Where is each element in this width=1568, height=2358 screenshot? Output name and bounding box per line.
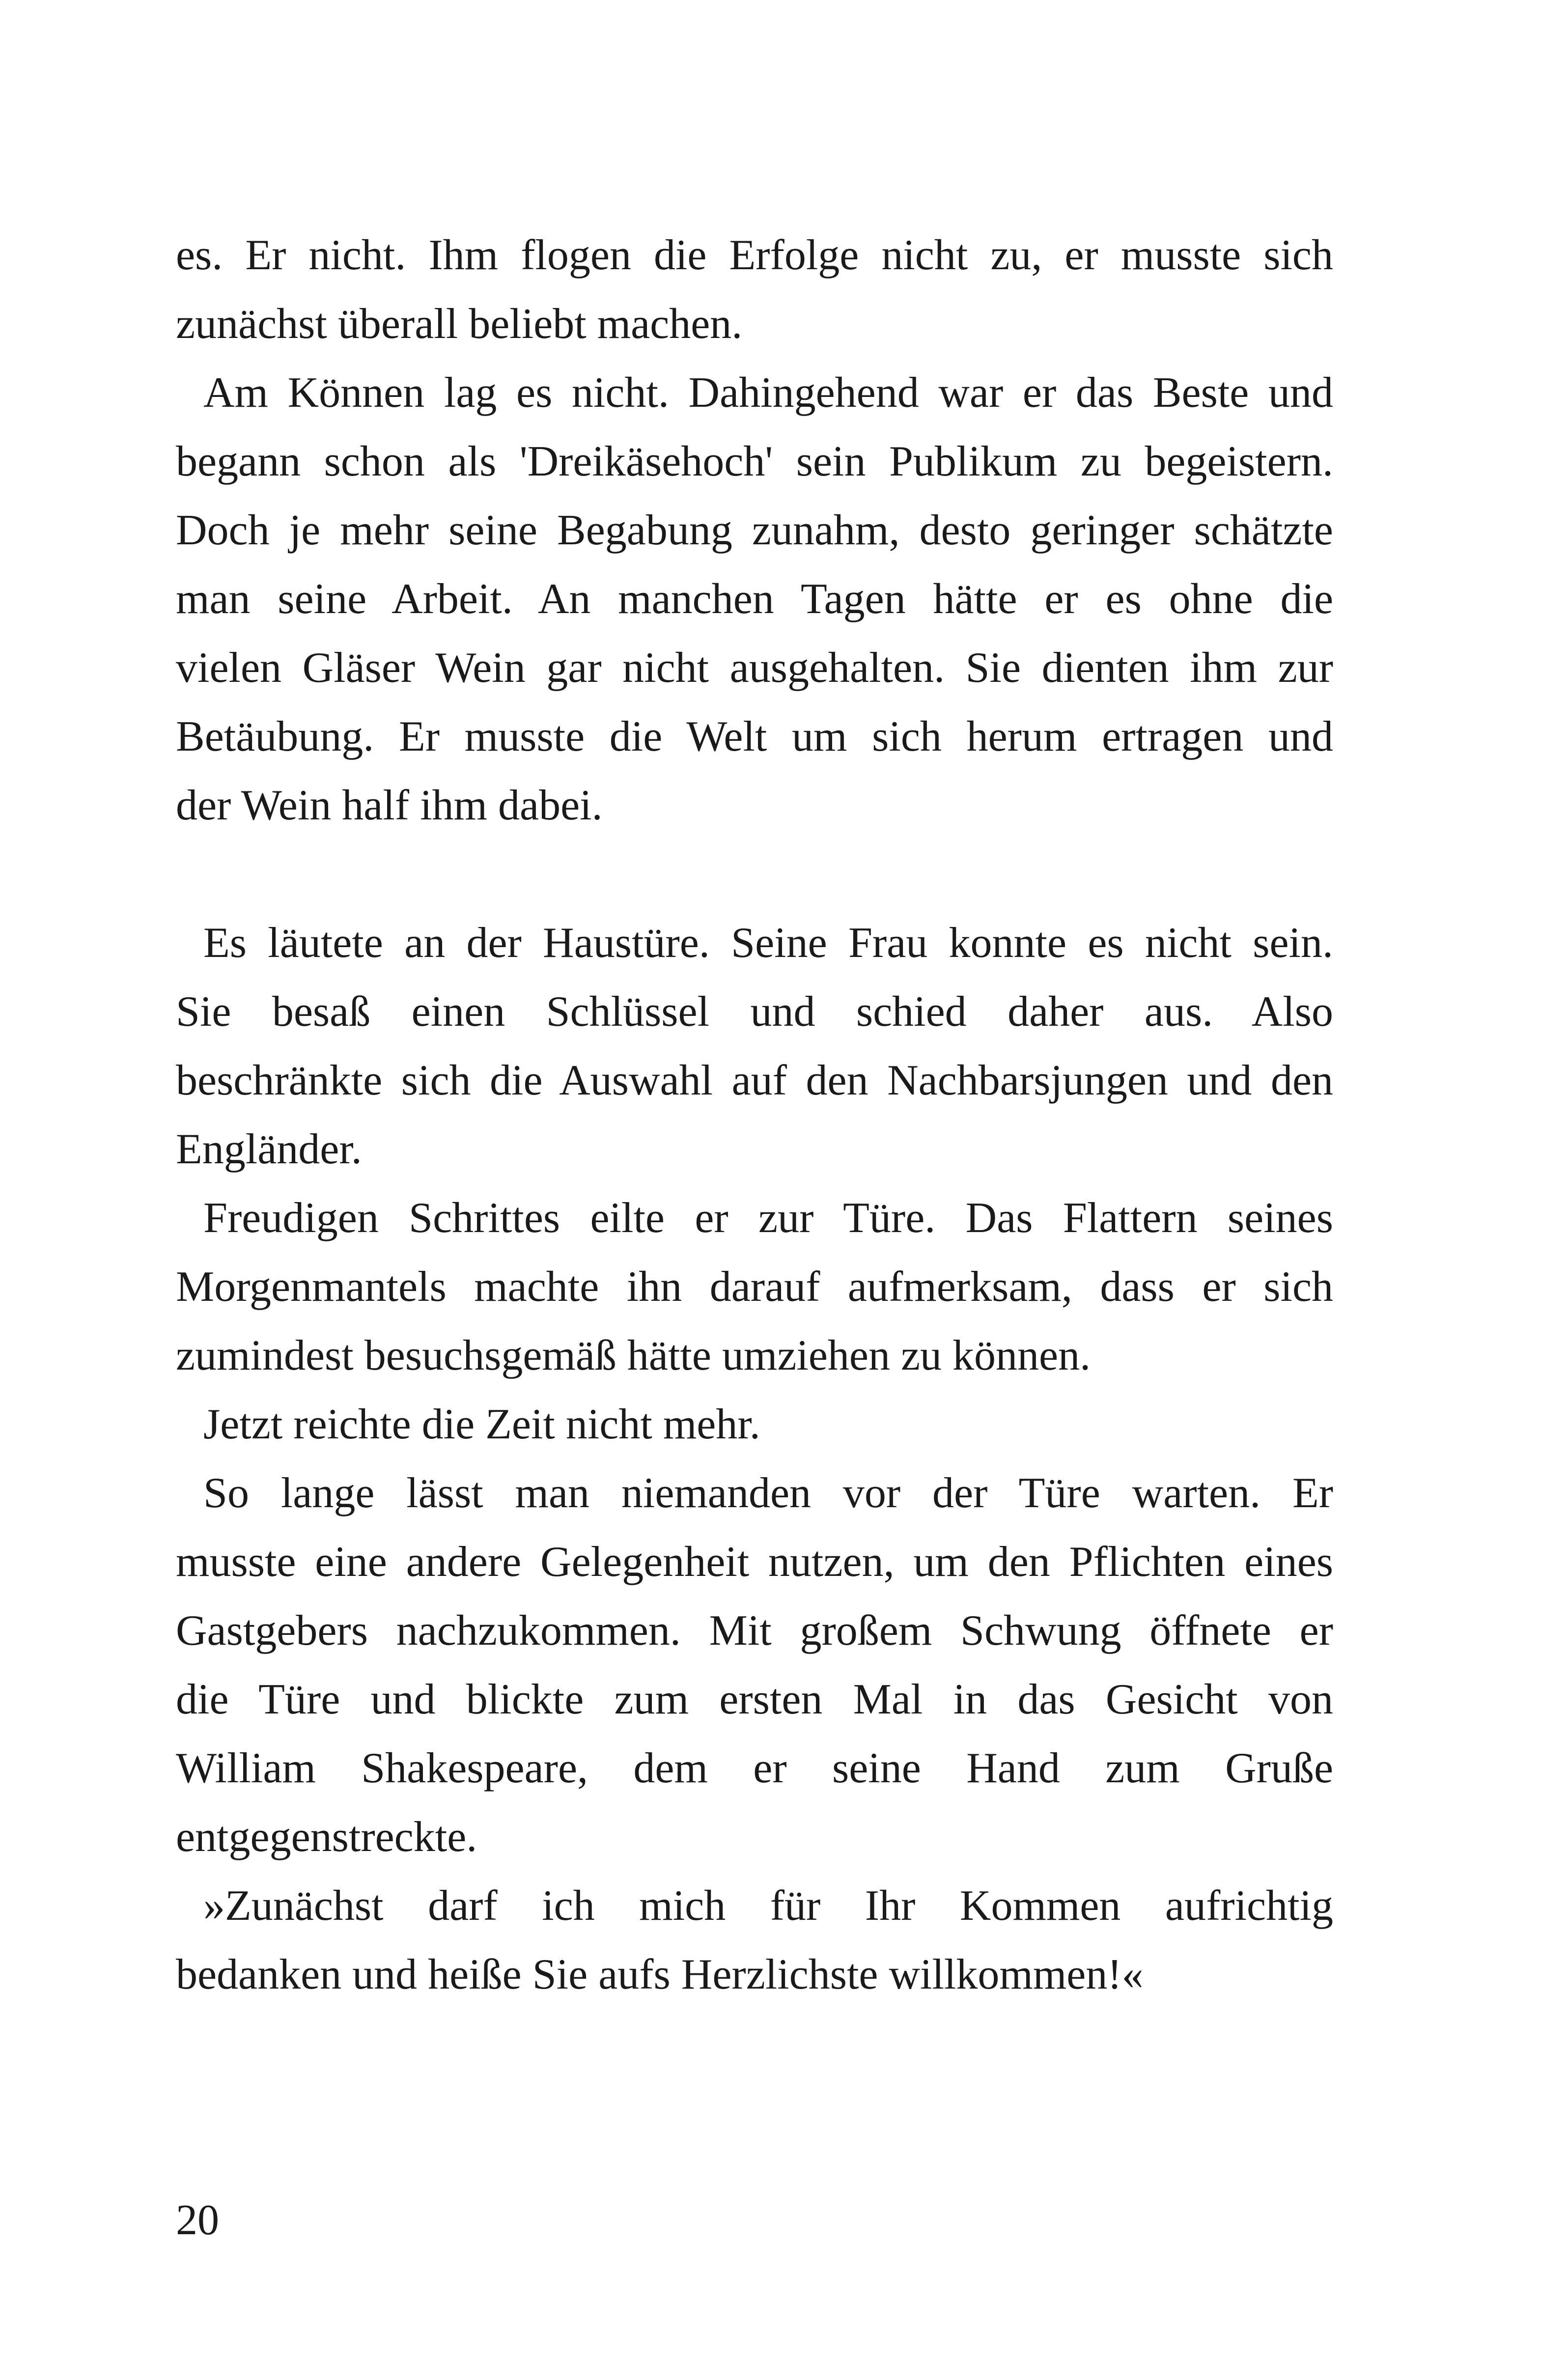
body-text xyxy=(176,221,1333,2009)
text-line: beschränkte sich die Auswahl auf den Nachbarsjungen und den xyxy=(176,1057,1333,1104)
text-line: Es läutete an der Haustüre. Seine Frau konnte es nicht sein. xyxy=(203,919,1333,967)
text-line: Morgenmantels machte ihn darauf aufmerksam, dass er sich xyxy=(176,1263,1333,1311)
text-line: Gastgebers nachzukommen. Mit großem Schwung öffnete er xyxy=(176,1607,1333,1655)
text-line: der Wein half ihm dabei. xyxy=(176,782,603,829)
text-line: man seine Arbeit. An manchen Tagen hätte er es ohne die xyxy=(176,575,1333,623)
text-line: Am Können lag es nicht. Dahingehend war er das Beste und xyxy=(203,369,1333,417)
text-line: Doch je mehr seine Begabung zunahm, desto geringer schätzte xyxy=(176,506,1333,554)
text-line: begann schon als 'Dreikäsehoch' sein Publikum zu begeistern. xyxy=(176,438,1333,485)
page-number: 20 xyxy=(176,2196,219,2244)
text-line: musste eine andere Gelegenheit nutzen, um den Pflichten eines xyxy=(176,1538,1333,1586)
text-line: vielen Gläser Wein gar nicht ausgehalten. Sie dienten ihm zur xyxy=(176,644,1333,692)
text-line: Engländer. xyxy=(176,1125,362,1173)
text-line: bedanken und heiße Sie aufs Herzlichste willkommen!« xyxy=(176,1951,1144,1998)
text-line: Freudigen Schrittes eilte er zur Türe. Das Flattern seines xyxy=(203,1194,1333,1242)
text-line: zumindest besuchsgemäß hätte umziehen zu können. xyxy=(176,1332,1091,1379)
text-line: entgegenstreckte. xyxy=(176,1813,477,1861)
section-break xyxy=(176,840,1333,909)
text-line: es. Er nicht. Ihm flogen die Erfolge nicht zu, er musste sich xyxy=(176,231,1333,279)
text-line: William Shakespeare, dem er seine Hand zum Gruße xyxy=(176,1744,1333,1792)
text-line: So lange lässt man niemanden vor der Türe warten. Er xyxy=(203,1469,1333,1517)
text-line: Jetzt reichte die Zeit nicht mehr. xyxy=(203,1401,760,1448)
text-line: Betäubung. Er musste die Welt um sich herum ertragen und xyxy=(176,713,1333,760)
text-line: zunächst überall beliebt machen. xyxy=(176,300,743,348)
text-line: Sie besaß einen Schlüssel und schied daher aus. Also xyxy=(176,988,1333,1036)
text-line: die Türe und blickte zum ersten Mal in das Gesicht von xyxy=(176,1676,1333,1723)
text-line: »Zunächst darf ich mich für Ihr Kommen aufrichtig xyxy=(203,1882,1333,1930)
